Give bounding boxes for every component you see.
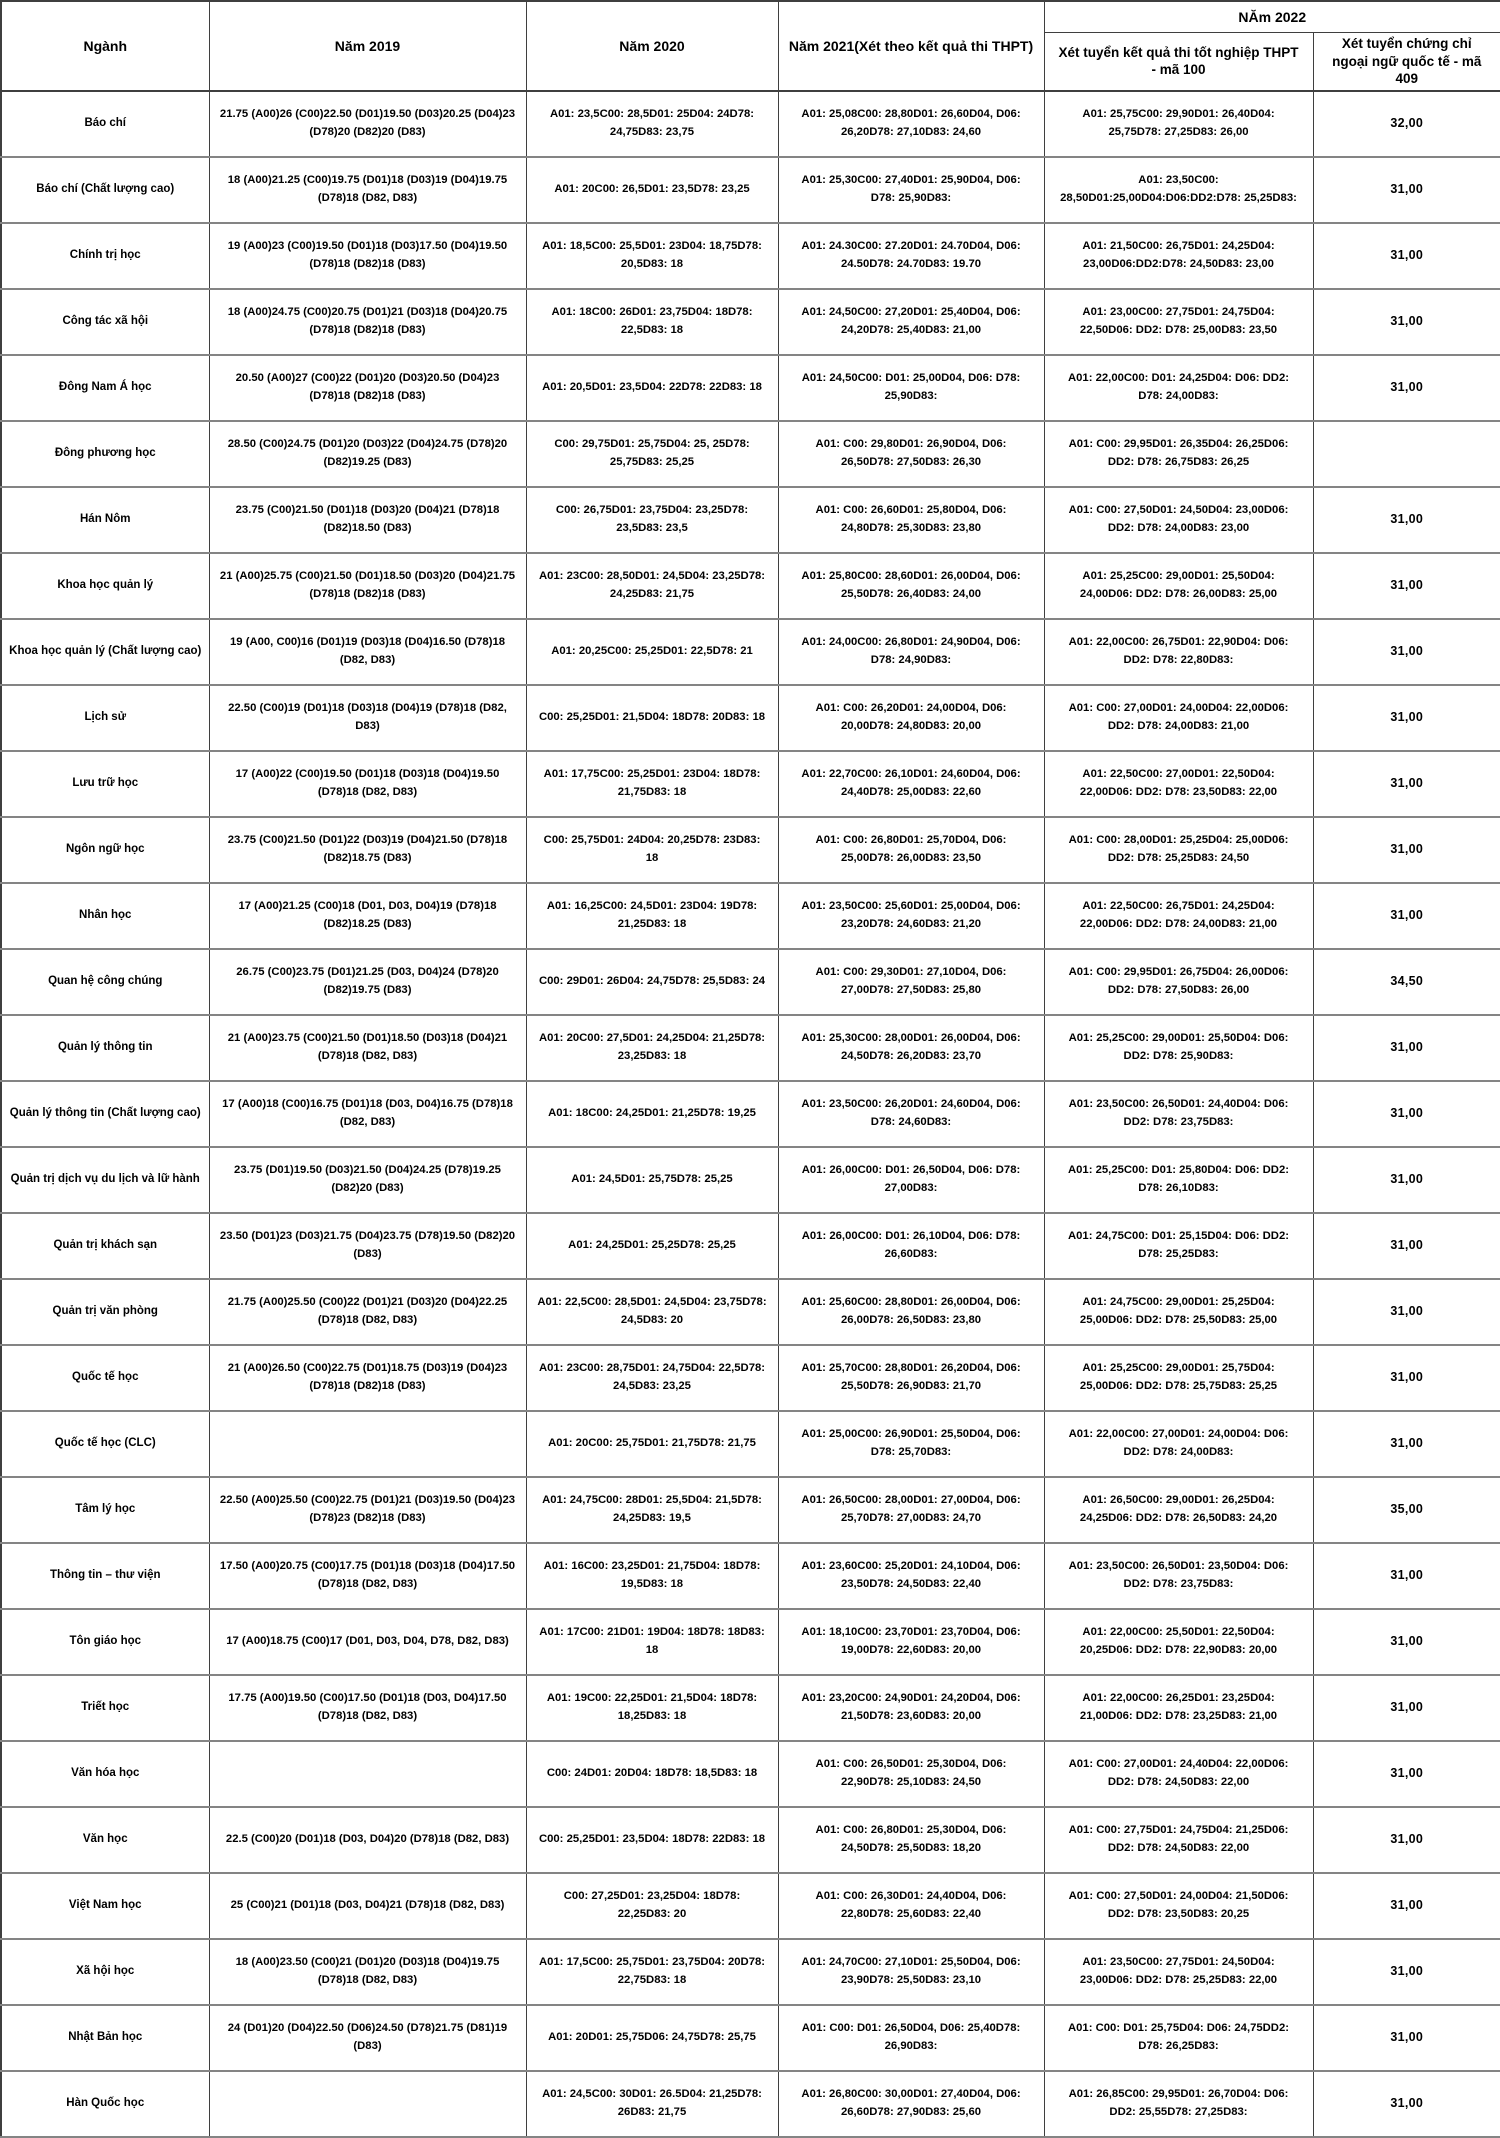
table-row (1, 1939, 1500, 2005)
table-row (1, 1015, 1500, 1081)
score-cell-2019 (209, 2071, 526, 2137)
major-name-cell: Quản trị văn phòng (1, 1279, 209, 1345)
table-row (1, 91, 1500, 157)
table-row (1, 1411, 1500, 1477)
score-cell-2022-ma409: 31,00 (1313, 1081, 1500, 1147)
score-cell-2022-ma409: 32,00 (1313, 91, 1500, 157)
score-cell-2019: 17 (A00)18.75 (C00)17 (D01, D03, D04, D78, D82, D83) (209, 1609, 526, 1675)
table-row (1, 1279, 1500, 1345)
score-cell-2021: A01: 25,60C00: 28,80D01: 26,00D04, D06: 26,00D78: 26,50D83: 23,80 (778, 1279, 1044, 1345)
score-cell-2019: 21.75 (A00)25.50 (C00)22 (D01)21 (D03)20 (D04)22.25 (D78)18 (D82, D83) (209, 1279, 526, 1345)
score-cell-2019: 22.5 (C00)20 (D01)18 (D03, D04)20 (D78)18 (D82, D83) (209, 1807, 526, 1873)
score-cell-2022-ma409: 31,00 (1313, 223, 1500, 289)
table-row (1, 1873, 1500, 1939)
score-cell-2022-ma409: 31,00 (1313, 1939, 1500, 2005)
major-name-cell: Đông phương học (1, 421, 209, 487)
major-name-cell: Quản trị dịch vụ du lịch và lữ hành (1, 1147, 209, 1213)
major-name-cell: Ngôn ngữ học (1, 817, 209, 883)
score-cell-2019: 26.75 (C00)23.75 (D01)21.25 (D03, D04)24 (D78)20 (D82)19.75 (D83) (209, 949, 526, 1015)
score-cell-2019: 17 (A00)21.25 (C00)18 (D01, D03, D04)19 (D78)18 (D82)18.25 (D83) (209, 883, 526, 949)
score-cell-2019: 28.50 (C00)24.75 (D01)20 (D03)22 (D04)24.75 (D78)20 (D82)19.25 (D83) (209, 421, 526, 487)
score-cell-2019: 22.50 (A00)25.50 (C00)22.75 (D01)21 (D03)19.50 (D04)23 (D78)23 (D82)18 (D83) (209, 1477, 526, 1543)
score-cell-2022-ma100: A01: 22,50C00: 26,75D01: 24,25D04: 22,00D06: DD2: D78: 24,00D83: 21,00 (1044, 883, 1313, 949)
score-cell-2020: A01: 18C00: 26D01: 23,75D04: 18D78: 22,5D83: 18 (526, 289, 778, 355)
score-cell-2022-ma409: 31,00 (1313, 2071, 1500, 2137)
column-header-2022-ma100: Xét tuyển kết quả thi tốt nghiệp THPT - mã 100 (1044, 33, 1313, 91)
score-cell-2020: A01: 24,5D01: 25,75D78: 25,25 (526, 1147, 778, 1213)
score-cell-2020: C00: 25,25D01: 23,5D04: 18D78: 22D83: 18 (526, 1807, 778, 1873)
major-name-cell: Chính trị học (1, 223, 209, 289)
score-cell-2022-ma100: A01: C00: D01: 25,75D04: D06: 24,75DD2: D78: 26,25D83: (1044, 2005, 1313, 2071)
table-row (1, 1609, 1500, 1675)
score-cell-2022-ma409: 31,00 (1313, 1873, 1500, 1939)
table-row (1, 1543, 1500, 1609)
table-row (1, 421, 1500, 487)
score-cell-2020: C00: 29D01: 26D04: 24,75D78: 25,5D83: 24 (526, 949, 778, 1015)
score-cell-2021: A01: 24,70C00: 27,10D01: 25,50D04, D06: 23,90D78: 25,50D83: 23,10 (778, 1939, 1044, 2005)
major-name-cell: Văn hóa học (1, 1741, 209, 1807)
score-cell-2022-ma409: 31,00 (1313, 751, 1500, 817)
score-cell-2020: A01: 16C00: 23,25D01: 21,75D04: 18D78: 19,5D83: 18 (526, 1543, 778, 1609)
score-cell-2020: A01: 16,25C00: 24,5D01: 23D04: 19D78: 21,25D83: 18 (526, 883, 778, 949)
table-row (1, 1741, 1500, 1807)
score-cell-2022-ma409: 31,00 (1313, 487, 1500, 553)
score-cell-2022-ma100: A01: 22,50C00: 27,00D01: 22,50D04: 22,00D06: DD2: D78: 23,50D83: 22,00 (1044, 751, 1313, 817)
score-cell-2019: 21.75 (A00)26 (C00)22.50 (D01)19.50 (D03)20.25 (D04)23 (D78)20 (D82)20 (D83) (209, 91, 526, 157)
score-cell-2021: A01: C00: 26,20D01: 24,00D04, D06: 20,00D78: 24,80D83: 20,00 (778, 685, 1044, 751)
score-cell-2019: 22.50 (C00)19 (D01)18 (D03)18 (D04)19 (D78)18 (D82, D83) (209, 685, 526, 751)
major-name-cell: Triết học (1, 1675, 209, 1741)
major-name-cell: Quản lý thông tin (1, 1015, 209, 1081)
score-cell-2019: 18 (A00)21.25 (C00)19.75 (D01)18 (D03)19 (D04)19.75 (D78)18 (D82, D83) (209, 157, 526, 223)
score-cell-2020: C00: 25,25D01: 21,5D04: 18D78: 20D83: 18 (526, 685, 778, 751)
major-name-cell: Tôn giáo học (1, 1609, 209, 1675)
score-cell-2022-ma100: A01: 25,75C00: 29,90D01: 26,40D04: 25,75D78: 27,25D83: 26,00 (1044, 91, 1313, 157)
score-cell-2022-ma100: A01: 23,50C00: 27,75D01: 24,50D04: 23,00D06: DD2: D78: 25,25D83: 22,00 (1044, 1939, 1313, 2005)
score-cell-2019: 17.75 (A00)19.50 (C00)17.50 (D01)18 (D03, D04)17.50 (D78)18 (D82, D83) (209, 1675, 526, 1741)
score-cell-2020: A01: 24,75C00: 28D01: 25,5D04: 21,5D78: 24,25D83: 19,5 (526, 1477, 778, 1543)
major-name-cell: Quản trị khách sạn (1, 1213, 209, 1279)
score-cell-2019: 23.75 (C00)21.50 (D01)18 (D03)20 (D04)21 (D78)18 (D82)18.50 (D83) (209, 487, 526, 553)
column-header-2022: NĂm 2022 (1044, 1, 1500, 33)
major-name-cell: Văn học (1, 1807, 209, 1873)
score-cell-2019 (209, 1411, 526, 1477)
score-cell-2021: A01: C00: D01: 26,50D04, D06: 25,40D78: 26,90D83: (778, 2005, 1044, 2071)
score-cell-2021: A01: 25,30C00: 27,40D01: 25,90D04, D06: D78: 25,90D83: (778, 157, 1044, 223)
score-cell-2022-ma100: A01: C00: 27,50D01: 24,50D04: 23,00D06: DD2: D78: 24,00D83: 23,00 (1044, 487, 1313, 553)
table-row (1, 1807, 1500, 1873)
score-cell-2021: A01: 23,50C00: 25,60D01: 25,00D04, D06: 23,20D78: 24,60D83: 21,20 (778, 883, 1044, 949)
score-cell-2021: A01: C00: 26,30D01: 24,40D04, D06: 22,80D78: 25,60D83: 22,40 (778, 1873, 1044, 1939)
score-cell-2022-ma409: 31,00 (1313, 1543, 1500, 1609)
score-cell-2022-ma100: A01: 26,50C00: 29,00D01: 26,25D04: 24,25D06: DD2: D78: 26,50D83: 24,20 (1044, 1477, 1313, 1543)
table-row (1, 157, 1500, 223)
major-name-cell: Hàn Quốc học (1, 2071, 209, 2137)
major-name-cell: Quan hệ công chúng (1, 949, 209, 1015)
major-name-cell: Thông tin – thư viện (1, 1543, 209, 1609)
score-cell-2019 (209, 1741, 526, 1807)
score-cell-2019: 24 (D01)20 (D04)22.50 (D06)24.50 (D78)21.75 (D81)19 (D83) (209, 2005, 526, 2071)
score-cell-2019: 17.50 (A00)20.75 (C00)17.75 (D01)18 (D03)18 (D04)17.50 (D78)18 (D82, D83) (209, 1543, 526, 1609)
score-cell-2020: A01: 17,75C00: 25,25D01: 23D04: 18D78: 21,75D83: 18 (526, 751, 778, 817)
score-cell-2022-ma100: A01: C00: 27,75D01: 24,75D04: 21,25D06: DD2: D78: 24,50D83: 22,00 (1044, 1807, 1313, 1873)
table-row (1, 1081, 1500, 1147)
score-cell-2022-ma409: 31,00 (1313, 1741, 1500, 1807)
score-cell-2022-ma409: 31,00 (1313, 1609, 1500, 1675)
table-row (1, 2071, 1500, 2137)
table-row (1, 685, 1500, 751)
table-row (1, 487, 1500, 553)
major-name-cell: Đông Nam Á học (1, 355, 209, 421)
score-cell-2022-ma409: 31,00 (1313, 883, 1500, 949)
score-cell-2020: A01: 24,25D01: 25,25D78: 25,25 (526, 1213, 778, 1279)
table-row (1, 1477, 1500, 1543)
table-row (1, 223, 1500, 289)
score-cell-2022-ma100: A01: 25,25C00: D01: 25,80D04: D06: DD2: D78: 26,10D83: (1044, 1147, 1313, 1213)
score-cell-2021: A01: 23,50C00: 26,20D01: 24,60D04, D06: D78: 24,60D83: (778, 1081, 1044, 1147)
score-cell-2019: 17 (A00)22 (C00)19.50 (D01)18 (D03)18 (D04)19.50 (D78)18 (D82, D83) (209, 751, 526, 817)
score-cell-2020: C00: 29,75D01: 25,75D04: 25, 25D78: 25,75D83: 25,25 (526, 421, 778, 487)
score-cell-2022-ma409: 31,00 (1313, 1213, 1500, 1279)
score-cell-2022-ma100: A01: 22,00C00: 27,00D01: 24,00D04: D06: DD2: D78: 24,00D83: (1044, 1411, 1313, 1477)
score-cell-2021: A01: 26,00C00: D01: 26,50D04, D06: D78: 27,00D83: (778, 1147, 1044, 1213)
score-cell-2021: A01: 24,00C00: 26,80D01: 24,90D04, D06: D78: 24,90D83: (778, 619, 1044, 685)
major-name-cell: Quốc tế học (1, 1345, 209, 1411)
score-cell-2022-ma100: A01: 23,50C00: 26,50D01: 23,50D04: D06: DD2: D78: 23,75D83: (1044, 1543, 1313, 1609)
score-cell-2022-ma409: 34,50 (1313, 949, 1500, 1015)
score-cell-2020: A01: 18C00: 24,25D01: 21,25D78: 19,25 (526, 1081, 778, 1147)
score-cell-2019: 19 (A00, C00)16 (D01)19 (D03)18 (D04)16.50 (D78)18 (D82, D83) (209, 619, 526, 685)
table-row (1, 949, 1500, 1015)
score-cell-2021: A01: C00: 29,30D01: 27,10D04, D06: 27,00D78: 27,50D83: 25,80 (778, 949, 1044, 1015)
column-header-2022-ma409: Xét tuyển chứng chỉ ngoại ngữ quốc tế - mã 409 (1313, 33, 1500, 91)
table-row (1, 751, 1500, 817)
score-cell-2019: 21 (A00)26.50 (C00)22.75 (D01)18.75 (D03)19 (D04)23 (D78)18 (D82)18 (D83) (209, 1345, 526, 1411)
score-cell-2020: C00: 27,25D01: 23,25D04: 18D78: 22,25D83: 20 (526, 1873, 778, 1939)
score-cell-2021: A01: 26,80C00: 30,00D01: 27,40D04, D06: 26,60D78: 27,90D83: 25,60 (778, 2071, 1044, 2137)
score-cell-2021: A01: 24,50C00: 27,20D01: 25,40D04, D06: 24,20D78: 25,40D83: 21,00 (778, 289, 1044, 355)
score-cell-2021: A01: 22,70C00: 26,10D01: 24,60D04, D06: 24,40D78: 25,00D83: 22,60 (778, 751, 1044, 817)
score-cell-2022-ma409: 31,00 (1313, 553, 1500, 619)
table-header (1, 1, 1500, 91)
score-cell-2020: C00: 25,75D01: 24D04: 20,25D78: 23D83: 18 (526, 817, 778, 883)
score-cell-2021: A01: 25,08C00: 28,80D01: 26,60D04, D06: 26,20D78: 27,10D83: 24,60 (778, 91, 1044, 157)
score-cell-2022-ma409: 31,00 (1313, 289, 1500, 355)
score-cell-2022-ma100: A01: 22,00C00: D01: 24,25D04: D06: DD2: D78: 24,00D83: (1044, 355, 1313, 421)
major-name-cell: Công tác xã hội (1, 289, 209, 355)
score-cell-2021: A01: 25,70C00: 28,80D01: 26,20D04, D06: 25,50D78: 26,90D83: 21,70 (778, 1345, 1044, 1411)
table-row (1, 2005, 1500, 2071)
score-cell-2019: 21 (A00)23.75 (C00)21.50 (D01)18.50 (D03)18 (D04)21 (D78)18 (D82, D83) (209, 1015, 526, 1081)
score-cell-2021: A01: C00: 26,60D01: 25,80D04, D06: 24,80D78: 25,30D83: 23,80 (778, 487, 1044, 553)
score-cell-2022-ma100: A01: 25,25C00: 29,00D01: 25,75D04: 25,00D06: DD2: D78: 25,75D83: 25,25 (1044, 1345, 1313, 1411)
score-cell-2022-ma100: A01: 22,00C00: 26,75D01: 22,90D04: D06: DD2: D78: 22,80D83: (1044, 619, 1313, 685)
score-cell-2020: A01: 17,5C00: 25,75D01: 23,75D04: 20D78: 22,75D83: 18 (526, 1939, 778, 2005)
table-row (1, 1213, 1500, 1279)
major-name-cell: Báo chí (Chất lượng cao) (1, 157, 209, 223)
score-cell-2019: 23.75 (C00)21.50 (D01)22 (D03)19 (D04)21.50 (D78)18 (D82)18.75 (D83) (209, 817, 526, 883)
score-cell-2021: A01: 18,10C00: 23,70D01: 23,70D04, D06: 19,00D78: 22,60D83: 20,00 (778, 1609, 1044, 1675)
score-cell-2022-ma409: 31,00 (1313, 685, 1500, 751)
score-cell-2020: A01: 19C00: 22,25D01: 21,5D04: 18D78: 18,25D83: 18 (526, 1675, 778, 1741)
score-cell-2020: A01: 20C00: 25,75D01: 21,75D78: 21,75 (526, 1411, 778, 1477)
major-name-cell: Việt Nam học (1, 1873, 209, 1939)
score-cell-2022-ma409: 31,00 (1313, 1279, 1500, 1345)
score-cell-2019: 21 (A00)25.75 (C00)21.50 (D01)18.50 (D03)20 (D04)21.75 (D78)18 (D82)18 (D83) (209, 553, 526, 619)
score-cell-2019: 17 (A00)18 (C00)16.75 (D01)18 (D03, D04)16.75 (D78)18 (D82, D83) (209, 1081, 526, 1147)
score-cell-2022-ma100: A01: C00: 28,00D01: 25,25D04: 25,00D06: DD2: D78: 25,25D83: 24,50 (1044, 817, 1313, 883)
score-cell-2020: A01: 23C00: 28,75D01: 24,75D04: 22,5D78: 24,5D83: 23,25 (526, 1345, 778, 1411)
score-cell-2022-ma100: A01: 21,50C00: 26,75D01: 24,25D04: 23,00D06:DD2:D78: 24,50D83: 23,00 (1044, 223, 1313, 289)
score-cell-2022-ma100: A01: C00: 29,95D01: 26,35D04: 26,25D06: DD2: D78: 26,75D83: 26,25 (1044, 421, 1313, 487)
score-cell-2022-ma100: A01: 23,00C00: 27,75D01: 24,75D04: 22,50D06: DD2: D78: 25,00D83: 23,50 (1044, 289, 1313, 355)
score-cell-2019: 23.75 (D01)19.50 (D03)21.50 (D04)24.25 (D78)19.25 (D82)20 (D83) (209, 1147, 526, 1213)
score-cell-2020: A01: 23C00: 28,50D01: 24,5D04: 23,25D78: 24,25D83: 21,75 (526, 553, 778, 619)
score-cell-2021: A01: 26,00C00: D01: 26,10D04, D06: D78: 26,60D83: (778, 1213, 1044, 1279)
score-cell-2022-ma100: A01: C00: 27,00D01: 24,00D04: 22,00D06: DD2: D78: 24,00D83: 21,00 (1044, 685, 1313, 751)
score-cell-2022-ma100: A01: 22,00C00: 25,50D01: 22,50D04: 20,25D06: DD2: D78: 22,90D83: 20,00 (1044, 1609, 1313, 1675)
score-cell-2022-ma409: 31,00 (1313, 1147, 1500, 1213)
score-cell-2022-ma100: A01: C00: 29,95D01: 26,75D04: 26,00D06: DD2: D78: 27,50D83: 26,00 (1044, 949, 1313, 1015)
score-cell-2022-ma409: 31,00 (1313, 1345, 1500, 1411)
column-header-2020: Năm 2020 (526, 1, 778, 91)
score-cell-2021: A01: 23,60C00: 25,20D01: 24,10D04, D06: 23,50D78: 24,50D83: 22,40 (778, 1543, 1044, 1609)
table-row (1, 817, 1500, 883)
score-cell-2022-ma409 (1313, 421, 1500, 487)
score-cell-2021: A01: 25,80C00: 28,60D01: 26,00D04, D06: 25,50D78: 26,40D83: 24,00 (778, 553, 1044, 619)
table-row (1, 1675, 1500, 1741)
major-name-cell: Hán Nôm (1, 487, 209, 553)
score-cell-2022-ma100: A01: 25,25C00: 29,00D01: 25,50D04: 24,00D06: DD2: D78: 26,00D83: 25,00 (1044, 553, 1313, 619)
major-name-cell: Báo chí (1, 91, 209, 157)
major-name-cell: Lưu trữ học (1, 751, 209, 817)
score-cell-2022-ma100: A01: 23,50C00: 28,50D01:25,00D04:D06:DD2:D78: 25,25D83: (1044, 157, 1313, 223)
score-cell-2022-ma409: 31,00 (1313, 817, 1500, 883)
score-cell-2020: A01: 20C00: 26,5D01: 23,5D78: 23,25 (526, 157, 778, 223)
major-name-cell: Lịch sử (1, 685, 209, 751)
table-row (1, 355, 1500, 421)
score-cell-2020: A01: 24,5C00: 30D01: 26.5D04: 21,25D78: 26D83: 21,75 (526, 2071, 778, 2137)
score-cell-2020: A01: 20,25C00: 25,25D01: 22,5D78: 21 (526, 619, 778, 685)
major-name-cell: Quốc tế học (CLC) (1, 1411, 209, 1477)
score-cell-2021: A01: C00: 26,50D01: 25,30D04, D06: 22,90D78: 25,10D83: 24,50 (778, 1741, 1044, 1807)
score-cell-2020: A01: 20D01: 25,75D06: 24,75D78: 25,75 (526, 2005, 778, 2071)
score-cell-2022-ma100: A01: 23,50C00: 26,50D01: 24,40D04: D06: DD2: D78: 23,75D83: (1044, 1081, 1313, 1147)
score-cell-2020: A01: 18,5C00: 25,5D01: 23D04: 18,75D78: 20,5D83: 18 (526, 223, 778, 289)
column-header-2021: Năm 2021(Xét theo kết quả thi THPT) (778, 1, 1044, 91)
score-cell-2021: A01: C00: 26,80D01: 25,70D04, D06: 25,00D78: 26,00D83: 23,50 (778, 817, 1044, 883)
major-name-cell: Nhân học (1, 883, 209, 949)
score-cell-2021: A01: 25,00C00: 26,90D01: 25,50D04, D06: D78: 25,70D83: (778, 1411, 1044, 1477)
score-cell-2022-ma409: 31,00 (1313, 1411, 1500, 1477)
major-name-cell: Khoa học quản lý (1, 553, 209, 619)
score-cell-2022-ma100: A01: 24,75C00: D01: 25,15D04: D06: DD2: D78: 25,25D83: (1044, 1213, 1313, 1279)
score-cell-2022-ma409: 31,00 (1313, 619, 1500, 685)
major-name-cell: Khoa học quản lý (Chất lượng cao) (1, 619, 209, 685)
score-cell-2019: 25 (C00)21 (D01)18 (D03, D04)21 (D78)18 (D82, D83) (209, 1873, 526, 1939)
score-cell-2022-ma409: 31,00 (1313, 1015, 1500, 1081)
score-cell-2020: A01: 23,5C00: 28,5D01: 25D04: 24D78: 24,75D83: 23,75 (526, 91, 778, 157)
score-cell-2022-ma100: A01: 25,25C00: 29,00D01: 25,50D04: D06: DD2: D78: 25,90D83: (1044, 1015, 1313, 1081)
score-cell-2022-ma100: A01: 26,85C00: 29,95D01: 26,70D04: D06: DD2: 25,55D78: 27,25D83: (1044, 2071, 1313, 2137)
table-row (1, 553, 1500, 619)
table-body (1, 91, 1500, 2137)
table-row (1, 883, 1500, 949)
score-cell-2022-ma100: A01: 24,75C00: 29,00D01: 25,25D04: 25,00D06: DD2: D78: 25,50D83: 25,00 (1044, 1279, 1313, 1345)
score-cell-2020: A01: 22,5C00: 28,5D01: 24,5D04: 23,75D78: 24,5D83: 20 (526, 1279, 778, 1345)
score-cell-2019: 23.50 (D01)23 (D03)21.75 (D04)23.75 (D78)19.50 (D82)20 (D83) (209, 1213, 526, 1279)
score-cell-2021: A01: 23,20C00: 24,90D01: 24,20D04, D06: 21,50D78: 23,60D83: 20,00 (778, 1675, 1044, 1741)
score-cell-2020: A01: 17C00: 21D01: 19D04: 18D78: 18D83: 18 (526, 1609, 778, 1675)
score-cell-2022-ma100: A01: C00: 27,00D01: 24,40D04: 22,00D06: DD2: D78: 24,50D83: 22,00 (1044, 1741, 1313, 1807)
score-cell-2021: A01: 25,30C00: 28,00D01: 26,00D04, D06: 24,50D78: 26,20D83: 23,70 (778, 1015, 1044, 1081)
score-cell-2020: C00: 24D01: 20D04: 18D78: 18,5D83: 18 (526, 1741, 778, 1807)
table-row (1, 289, 1500, 355)
score-cell-2019: 18 (A00)24.75 (C00)20.75 (D01)21 (D03)18 (D04)20.75 (D78)18 (D82)18 (D83) (209, 289, 526, 355)
table-row (1, 1345, 1500, 1411)
score-cell-2021: A01: 26,50C00: 28,00D01: 27,00D04, D06: 25,70D78: 27,00D83: 24,70 (778, 1477, 1044, 1543)
score-cell-2022-ma409: 31,00 (1313, 355, 1500, 421)
score-cell-2022-ma409: 31,00 (1313, 1807, 1500, 1873)
column-header-nganh: Ngành (1, 1, 209, 91)
score-cell-2020: C00: 26,75D01: 23,75D04: 23,25D78: 23,5D83: 23,5 (526, 487, 778, 553)
score-cell-2022-ma409: 31,00 (1313, 157, 1500, 223)
score-cell-2020: A01: 20,5D01: 23,5D04: 22D78: 22D83: 18 (526, 355, 778, 421)
score-cell-2021: A01: C00: 26,80D01: 25,30D04, D06: 24,50D78: 25,50D83: 18,20 (778, 1807, 1044, 1873)
score-cell-2021: A01: C00: 29,80D01: 26,90D04, D06: 26,50D78: 27,50D83: 26,30 (778, 421, 1044, 487)
major-name-cell: Tâm lý học (1, 1477, 209, 1543)
score-cell-2019: 19 (A00)23 (C00)19.50 (D01)18 (D03)17.50 (D04)19.50 (D78)18 (D82)18 (D83) (209, 223, 526, 289)
major-name-cell: Quản lý thông tin (Chất lượng cao) (1, 1081, 209, 1147)
score-cell-2021: A01: 24.30C00: 27.20D01: 24.70D04, D06: 24.50D78: 24.70D83: 19.70 (778, 223, 1044, 289)
score-cell-2022-ma409: 31,00 (1313, 1675, 1500, 1741)
score-cell-2022-ma409: 31,00 (1313, 2005, 1500, 2071)
column-header-2019: Năm 2019 (209, 1, 526, 91)
major-name-cell: Xã hội học (1, 1939, 209, 2005)
score-cell-2019: 18 (A00)23.50 (C00)21 (D01)20 (D03)18 (D04)19.75 (D78)18 (D82, D83) (209, 1939, 526, 2005)
score-cell-2021: A01: 24,50C00: D01: 25,00D04, D06: D78: 25,90D83: (778, 355, 1044, 421)
table-row (1, 619, 1500, 685)
score-cell-2022-ma100: A01: C00: 27,50D01: 24,00D04: 21,50D06: DD2: D78: 23,50D83: 20,25 (1044, 1873, 1313, 1939)
score-cell-2019: 20.50 (A00)27 (C00)22 (D01)20 (D03)20.50 (D04)23 (D78)18 (D82)18 (D83) (209, 355, 526, 421)
table-row (1, 1147, 1500, 1213)
score-cell-2022-ma100: A01: 22,00C00: 26,25D01: 23,25D04: 21,00D06: DD2: D78: 23,25D83: 21,00 (1044, 1675, 1313, 1741)
score-cell-2020: A01: 20C00: 27,5D01: 24,25D04: 21,25D78: 23,25D83: 18 (526, 1015, 778, 1081)
major-name-cell: Nhật Bản học (1, 2005, 209, 2071)
score-cell-2022-ma409: 35,00 (1313, 1477, 1500, 1543)
